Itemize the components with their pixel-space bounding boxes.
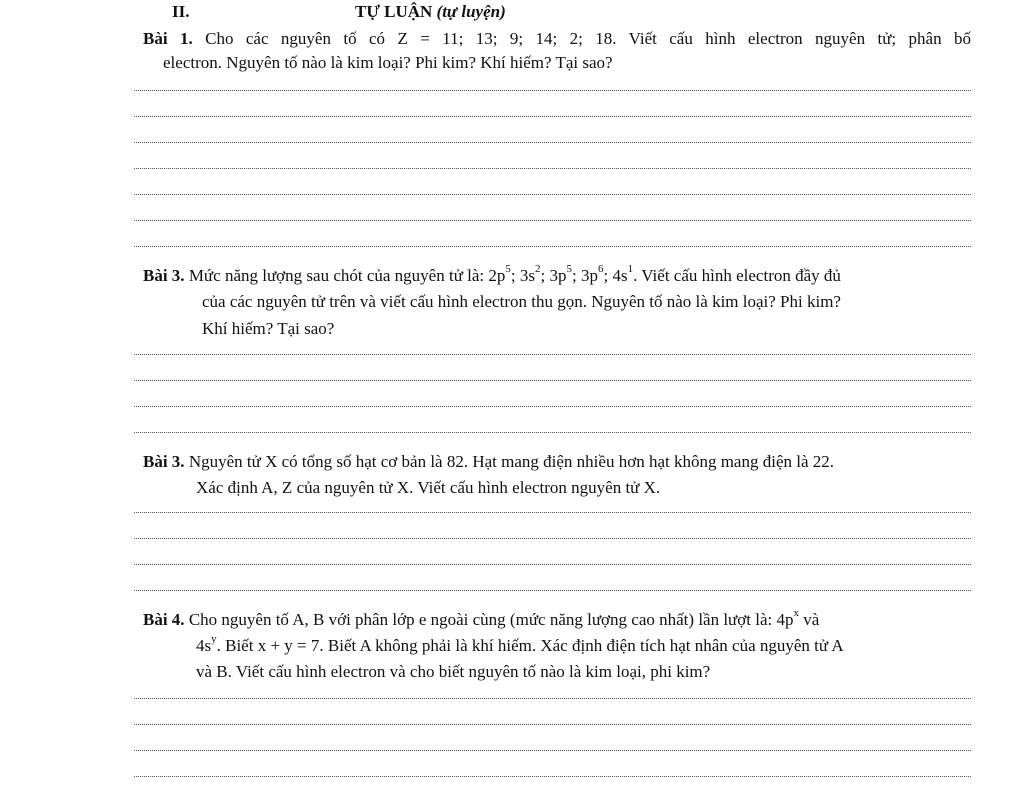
section-heading bbox=[355, 2, 506, 22]
exercise-4-prefix: Cho nguyên tố A, B với phân lớp e ngoài cùng (mức năng lượng cao nhất) lần lượt là: bbox=[188, 610, 777, 629]
config-separator: ; bbox=[540, 266, 550, 285]
config-exponent: 6 bbox=[597, 263, 604, 276]
answer-line bbox=[134, 432, 971, 433]
config-separator: ; bbox=[572, 266, 581, 285]
config-exponent: 1 bbox=[627, 263, 634, 276]
config-separator: ; bbox=[603, 266, 613, 285]
answer-line bbox=[134, 246, 971, 247]
answer-line bbox=[134, 380, 971, 381]
answer-line bbox=[134, 90, 971, 91]
config-exponent: 5 bbox=[566, 263, 572, 276]
answer-line bbox=[134, 724, 971, 725]
answer-line bbox=[134, 776, 971, 777]
config-base: 3p bbox=[549, 266, 567, 285]
exercise-3-text-2: Xác định A, Z của nguyên tử X. Viết cấu hình electron nguyên tử X. bbox=[196, 478, 661, 497]
answer-line bbox=[134, 168, 971, 169]
answer-line bbox=[134, 142, 971, 143]
config-base: 4s bbox=[612, 266, 628, 285]
section-subtitle: (tự luyện) bbox=[436, 2, 506, 21]
answer-line bbox=[134, 116, 971, 117]
config-base: 3s bbox=[519, 266, 536, 285]
exercise-3-label: Bài 3. bbox=[143, 452, 185, 471]
exercise-3-line-1 bbox=[143, 452, 834, 472]
exercise-4-text-3: và B. Viết cấu hình electron và cho biết nguyên tố nào là kim loại, phi kim? bbox=[196, 662, 711, 681]
answer-line bbox=[134, 590, 971, 591]
answer-line bbox=[134, 750, 971, 751]
exercise-4-exp-2: y bbox=[211, 633, 217, 646]
config-exponent: 2 bbox=[535, 263, 541, 276]
answer-line bbox=[134, 220, 971, 221]
answer-line bbox=[134, 512, 971, 513]
config-base: 3p bbox=[580, 266, 598, 285]
answer-line bbox=[134, 194, 971, 195]
config-separator: ; bbox=[510, 266, 520, 285]
exercise-2-text-2: của các nguyên tử trên và viết cấu hình electron thu gọn. Nguyên tố nào là kim loại? Phi kim? bbox=[202, 292, 841, 311]
exercise-2-line-1 bbox=[143, 263, 841, 286]
exercise-4-base-2: 4s bbox=[196, 636, 212, 655]
answer-line bbox=[134, 354, 971, 355]
exercise-4-text-2: . Biết x + y = 7. Biết A không phải là khí hiếm. Xác định điện tích hạt nhân của nguyên tử A bbox=[216, 636, 844, 655]
exercise-1-line-1 bbox=[143, 29, 971, 49]
exercise-2-suffix: Viết cấu hình electron đầy đủ bbox=[641, 266, 841, 285]
exercise-4-exp-1: x bbox=[793, 607, 799, 620]
answer-line bbox=[134, 406, 971, 407]
exercise-2-label: Bài 3. bbox=[143, 266, 185, 285]
exercise-1-label: Bài 1. bbox=[143, 29, 193, 48]
exercise-2-prefix: Mức năng lượng sau chót của nguyên tử là: bbox=[188, 266, 489, 285]
exercise-1-text-1: Cho các nguyên tố có Z = 11; 13; 9; 14; 2; 18. Viết cấu hình electron nguyên tử; phân bố bbox=[205, 29, 971, 48]
answer-line bbox=[134, 698, 971, 699]
exercise-4-base-1: 4p bbox=[776, 610, 794, 629]
config-separator: . bbox=[633, 266, 642, 285]
config-exponent: 5 bbox=[505, 263, 511, 276]
exercise-3-text-1: Nguyên tử X có tổng số hạt cơ bản là 82. Hạt mang điện nhiều hơn hạt không mang điện là 22. bbox=[188, 452, 835, 471]
exercise-1-text-2: electron. Nguyên tố nào là kim loại? Phi kim? Khí hiếm? Tại sao? bbox=[163, 53, 613, 72]
section-number: II. bbox=[172, 2, 190, 21]
section-title: TỰ LUẬN bbox=[355, 2, 433, 21]
exercise-4-line-1 bbox=[143, 607, 820, 630]
exercise-4-label: Bài 4. bbox=[143, 610, 185, 629]
exercise-4-line-2 bbox=[196, 633, 844, 656]
electron-configs bbox=[488, 263, 642, 285]
answer-line bbox=[134, 564, 971, 565]
exercise-2-text-3: Khí hiếm? Tại sao? bbox=[202, 319, 335, 338]
answer-line bbox=[134, 538, 971, 539]
config-base: 2p bbox=[488, 266, 506, 285]
exercise-4-suffix-1: và bbox=[798, 610, 820, 629]
